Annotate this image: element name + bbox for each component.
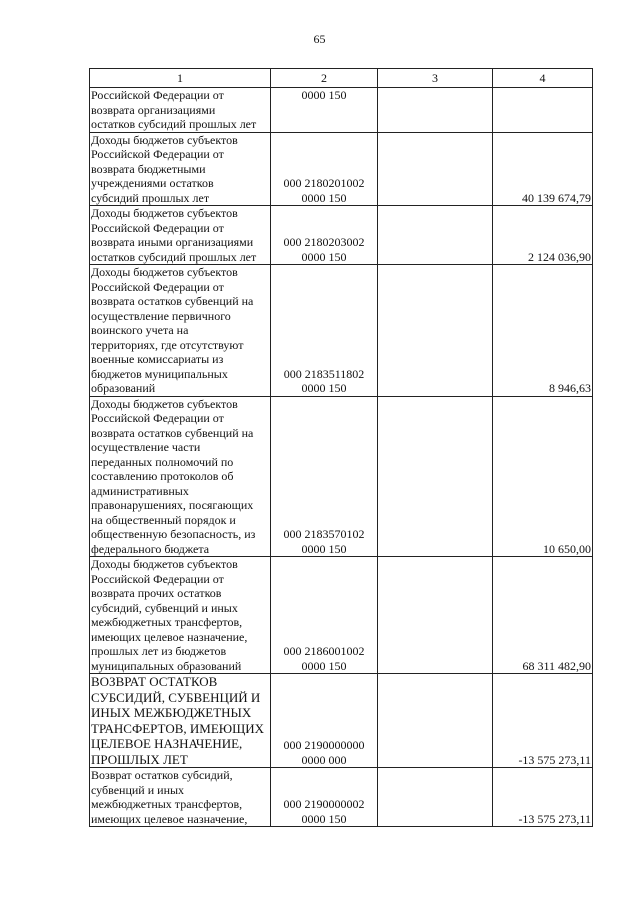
row-col3: [378, 674, 493, 768]
row-amount: 40 139 674,79: [493, 132, 593, 206]
column-header-2: 2: [271, 69, 378, 88]
row-code: 0000 150: [271, 88, 378, 133]
table-row: [90, 132, 593, 206]
table-header-row: [90, 69, 593, 88]
budget-revenue-table: [89, 68, 593, 827]
row-name: ВОЗВРАТ ОСТАТКОВ СУБСИДИЙ, СУБВЕНЦИЙ И ИНЫХ МЕЖБЮДЖЕТНЫХ ТРАНСФЕРТОВ, ИМЕЮЩИХ ЦЕЛЕВОЕ НАЗНАЧЕНИЕ, ПРОШЛЫХ ЛЕТ: [90, 674, 271, 768]
row-amount: 68 311 482,90: [493, 557, 593, 674]
row-name: Доходы бюджетов субъектов Российской Федерации от возврата прочих остатков субсидий, субвенций и иных межбюджетных трансфертов, имеющих целевое назначение, прошлых лет из бюджетов муниципальных образований: [90, 557, 271, 674]
row-amount: -13 575 273,11: [493, 674, 593, 768]
row-amount: -13 575 273,11: [493, 768, 593, 827]
row-col3: [378, 265, 493, 397]
row-name: Доходы бюджетов субъектов Российской Федерации от возврата остатков субвенций на осуществление части переданных полномочий по составлению протоколов об административных правонарушениях, посягающих на общественный порядок и общественную безопасность, из федерального бюджета: [90, 396, 271, 557]
row-col3: [378, 557, 493, 674]
column-header-3: 3: [378, 69, 493, 88]
row-name: Доходы бюджетов субъектов Российской Федерации от возврата иными организациями остатков субсидий прошлых лет: [90, 206, 271, 265]
table-row: [90, 206, 593, 265]
column-header-1: 1: [90, 69, 271, 88]
row-col3: [378, 396, 493, 557]
row-code: 000 2183511802 0000 150: [271, 265, 378, 397]
row-col3: [378, 768, 493, 827]
row-code: 000 2180203002 0000 150: [271, 206, 378, 265]
table-row: [90, 557, 593, 674]
row-name: Доходы бюджетов субъектов Российской Федерации от возврата бюджетными учреждениями остатков субсидий прошлых лет: [90, 132, 271, 206]
table-row: [90, 396, 593, 557]
row-code: 000 2180201002 0000 150: [271, 132, 378, 206]
row-col3: [378, 206, 493, 265]
row-amount: 8 946,63: [493, 265, 593, 397]
table-row: [90, 768, 593, 827]
row-amount: [493, 88, 593, 133]
page-number: 65: [313, 32, 326, 46]
row-col3: [378, 88, 493, 133]
row-code: 000 2186001002 0000 150: [271, 557, 378, 674]
table-row: [90, 265, 593, 397]
row-code: 000 2190000000 0000 000: [271, 674, 378, 768]
row-name: Российской Федерации от возврата организациями остатков субсидий прошлых лет: [90, 88, 271, 133]
row-col3: [378, 132, 493, 206]
row-name: Доходы бюджетов субъектов Российской Федерации от возврата остатков субвенций на осуществление первичного воинского учета на территориях, где отсутствуют военные комиссариаты из бюджетов муниципальных образований: [90, 265, 271, 397]
table-row-section-total: [90, 674, 593, 768]
row-amount: 2 124 036,90: [493, 206, 593, 265]
column-header-4: 4: [493, 69, 593, 88]
table-row: [90, 88, 593, 133]
row-amount: 10 650,00: [493, 396, 593, 557]
row-code: 000 2183570102 0000 150: [271, 396, 378, 557]
row-code: 000 2190000002 0000 150: [271, 768, 378, 827]
row-name: Возврат остатков субсидий, субвенций и иных межбюджетных трансфертов, имеющих целевое назначение,: [90, 768, 271, 827]
